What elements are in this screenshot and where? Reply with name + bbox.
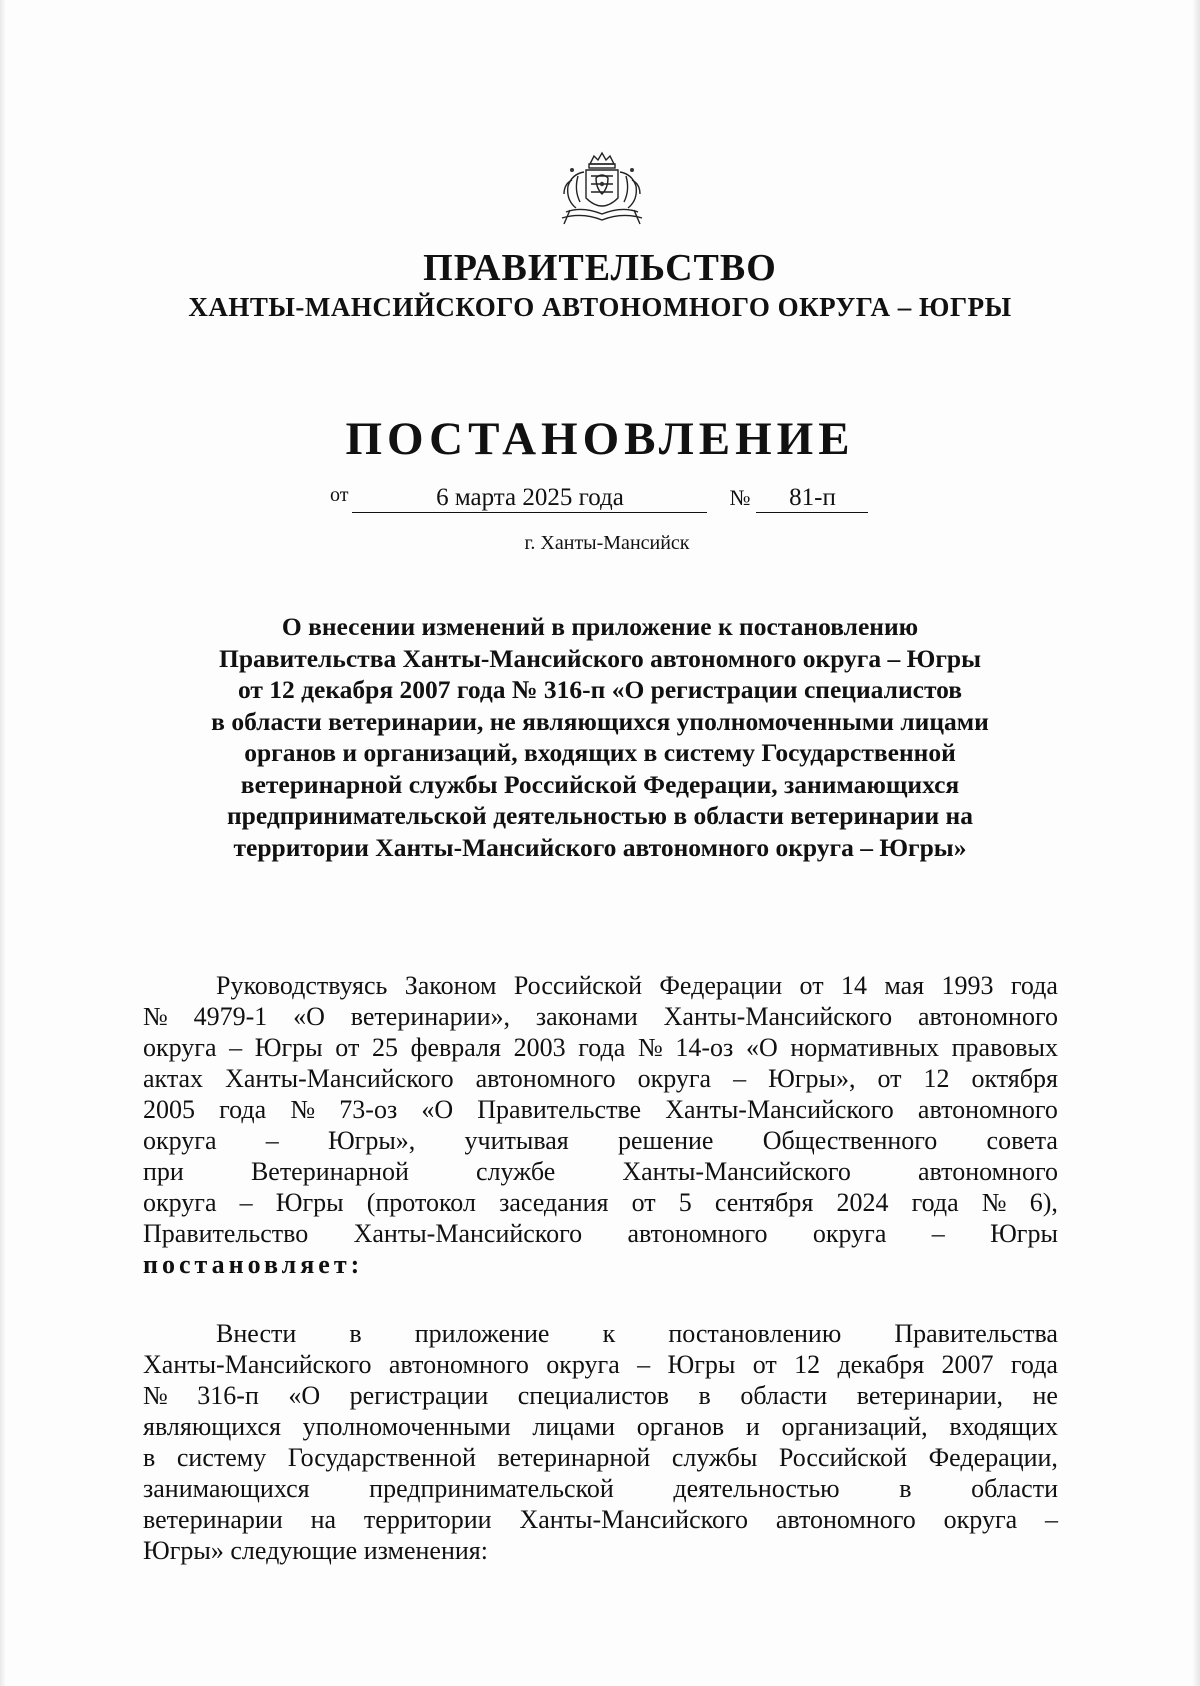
word: органов [636, 1412, 725, 1441]
word: «О [745, 1033, 778, 1062]
word: округа [943, 1505, 1018, 1534]
word: Российской [778, 1443, 908, 1472]
word: 2007 [941, 1350, 994, 1379]
word: 2005 [143, 1095, 195, 1124]
document-type: ПОСТАНОВЛЕНИЕ [345, 413, 855, 465]
word: автономного [918, 1157, 1058, 1186]
word: Внести [216, 1319, 297, 1348]
text-line [143, 1094, 1058, 1125]
text-line [143, 1218, 1058, 1249]
word: № [981, 1188, 1007, 1217]
word: № [143, 1381, 168, 1410]
word: ветеринарии, [856, 1381, 1003, 1410]
word: входящих [949, 1412, 1058, 1441]
text-line [143, 970, 1058, 1001]
word: приложение [414, 1319, 550, 1348]
word: года [1010, 971, 1058, 1000]
text-line [143, 1249, 1058, 1280]
word: совета [986, 1126, 1058, 1155]
word: – [229, 1033, 243, 1062]
word: 6), [1029, 1188, 1058, 1217]
text-line [143, 1504, 1058, 1535]
word: округа [143, 1126, 217, 1155]
paragraph-amendment [143, 1318, 1058, 1566]
word: 14 [840, 971, 867, 1000]
word: Общественного [762, 1126, 938, 1155]
word: решение [618, 1126, 714, 1155]
word: – [637, 1350, 651, 1379]
word: сентября [714, 1188, 814, 1217]
word: автономного [388, 1350, 529, 1379]
paragraph-preamble [143, 970, 1058, 1280]
word: уполномоченными [302, 1412, 511, 1441]
word: от [877, 1064, 902, 1093]
word: специалистов [517, 1381, 670, 1410]
word: учитывая [464, 1126, 569, 1155]
word: Ханты-Мансийского [353, 1219, 583, 1248]
word: Ветеринарной [250, 1157, 409, 1186]
word: Ханты-Мансийского [519, 1505, 748, 1534]
word: 316-п [197, 1381, 259, 1410]
subject-line: ветеринарной службы Российской Федерации, занимающихся [240, 769, 960, 799]
word: декабря [837, 1350, 925, 1379]
word: Югры [275, 1188, 344, 1217]
region-title: ХАНТЫ-МАНСИЙСКОГО АВТОНОМНОГО ОКРУГА – ЮГРЫ [188, 292, 1012, 322]
word: заседания [499, 1188, 609, 1217]
text-line [143, 1411, 1058, 1442]
word: актах [143, 1064, 204, 1093]
word: «О [421, 1095, 454, 1124]
word: области [971, 1474, 1058, 1503]
word: от [631, 1188, 656, 1217]
word: – [1045, 1505, 1058, 1534]
coat-of-arms-icon [542, 150, 662, 230]
word: Югры», [768, 1064, 856, 1093]
word: ветеринарии [143, 1505, 283, 1534]
word: года [1010, 1350, 1058, 1379]
text-line [143, 1125, 1058, 1156]
word: 12 [923, 1064, 950, 1093]
word: Ханты-Мансийского [663, 1002, 893, 1031]
word: Правительства [894, 1319, 1058, 1348]
word: в [899, 1474, 912, 1503]
text-line [143, 1349, 1058, 1380]
word: 1993 [941, 971, 994, 1000]
word: 73-оз [339, 1095, 398, 1124]
subject-line: от 12 декабря 2007 года № 316-п «О регистрации специалистов [237, 675, 963, 704]
word: Правительстве [477, 1095, 642, 1124]
word: автономного [475, 1064, 616, 1093]
word: и [745, 1412, 760, 1441]
text-line [143, 1032, 1058, 1063]
word: Ханты-Мансийского [622, 1157, 851, 1186]
word: № [637, 1033, 663, 1062]
resolves-word: постановляет: [143, 1250, 364, 1279]
word: в [349, 1319, 362, 1348]
text-line [143, 1063, 1058, 1094]
subject-line: территории Ханты-Мансийского автономного округа – Югры» [233, 832, 967, 862]
text-line [143, 1442, 1058, 1473]
subject-line: органов и организаций, входящих в систему Государственной [244, 738, 956, 767]
word: автономного [775, 1505, 916, 1534]
text-line [143, 1380, 1058, 1411]
word: Государственной [287, 1443, 476, 1472]
word: от [799, 971, 824, 1000]
word: правовых [951, 1033, 1058, 1062]
word: «О [293, 1002, 325, 1031]
text-line [143, 1318, 1058, 1349]
word: деятельностью [673, 1474, 840, 1503]
document-city: г. Ханты-Мансийск [524, 532, 690, 554]
word: автономного [917, 1002, 1058, 1031]
word: «О [288, 1381, 321, 1410]
word: законами [535, 1002, 638, 1031]
word: года [578, 1033, 626, 1062]
date-prefix: от [330, 484, 349, 506]
word: мая [884, 971, 925, 1000]
word: февраля [410, 1033, 501, 1062]
document-date: 6 марта 2025 года [352, 484, 707, 513]
word: автономного [917, 1095, 1058, 1124]
word: предпринимательской [369, 1474, 614, 1503]
word: Ханты-Мансийского [143, 1350, 372, 1379]
word: систему [176, 1443, 267, 1472]
word: 2003 [513, 1033, 566, 1062]
document-subject [160, 611, 1040, 863]
word: Российской [513, 971, 642, 1000]
text-line [143, 1001, 1058, 1032]
word: от [335, 1033, 360, 1062]
word: от [752, 1350, 777, 1379]
word: № [143, 1002, 168, 1031]
subject-line: в области ветеринарии, не являющихся уполномоченными лицами [211, 706, 989, 736]
word: ветеринарной [497, 1443, 651, 1472]
word: 14-оз [675, 1033, 734, 1062]
text-line [143, 1156, 1058, 1187]
word: Югры», [327, 1126, 416, 1155]
word: в [143, 1443, 156, 1472]
word: Ханты-Мансийского [665, 1095, 894, 1124]
subject-line: Правительства Ханты-Мансийского автономного округа – Югры [218, 643, 981, 673]
word: Правительство [143, 1219, 309, 1248]
subject-line: О внесении изменений в приложение к постановлению [281, 612, 919, 641]
word: области [740, 1381, 828, 1410]
word: – [265, 1126, 279, 1155]
word: – [733, 1064, 747, 1093]
word: службы [671, 1443, 758, 1472]
word: округа [143, 1188, 217, 1217]
word: в [698, 1381, 711, 1410]
word: Законом [404, 971, 497, 1000]
word: занимающихся [143, 1474, 310, 1503]
word: округа [812, 1219, 887, 1248]
word: 12 [794, 1350, 821, 1379]
word: Руководствуясь [216, 971, 388, 1000]
word: при [143, 1157, 184, 1186]
word: автономного [627, 1219, 768, 1248]
word: Ханты-Мансийского [225, 1064, 454, 1093]
word: года [219, 1095, 267, 1124]
word: 4979-1 [193, 1002, 268, 1031]
word: октября [971, 1064, 1058, 1093]
word: являющихся [143, 1412, 281, 1441]
word: (протокол [366, 1188, 476, 1217]
word: регистрации [349, 1381, 489, 1410]
text-line [143, 1535, 1058, 1566]
subject-line: предпринимательской деятельностью в области ветеринарии на [226, 801, 973, 830]
word: округа [546, 1350, 620, 1379]
word: Федерации [659, 971, 783, 1000]
word: не [1032, 1381, 1058, 1410]
word: ветеринарии», [350, 1002, 511, 1031]
word: 2024 [836, 1188, 889, 1217]
word: к [602, 1319, 616, 1348]
date-number-line [330, 484, 868, 513]
government-title: ПРАВИТЕЛЬСТВО [423, 247, 777, 289]
word: службе [476, 1157, 556, 1186]
word: 5 [678, 1188, 692, 1217]
word: на [310, 1505, 337, 1534]
paragraph-last-line: Югры» следующие изменения: [143, 1536, 488, 1565]
text-line [143, 1473, 1058, 1504]
word: Федерации, [928, 1443, 1058, 1472]
word: округа [637, 1064, 712, 1093]
word: организаций, [781, 1412, 928, 1441]
word: – [931, 1219, 945, 1248]
word: Югры [990, 1219, 1058, 1248]
word: постановлению [668, 1319, 842, 1348]
word: 25 [371, 1033, 398, 1062]
word: территории [363, 1505, 492, 1534]
word: Югры [254, 1033, 323, 1062]
word: Югры [667, 1350, 736, 1379]
word: года [911, 1188, 959, 1217]
number-prefix: № [729, 485, 751, 510]
document-number: 81-п [756, 484, 868, 513]
word: – [239, 1188, 253, 1217]
word: округа [143, 1033, 217, 1062]
text-line [143, 1187, 1058, 1218]
word: нормативных [790, 1033, 939, 1062]
word: лицами [532, 1412, 616, 1441]
word: № [290, 1095, 316, 1124]
